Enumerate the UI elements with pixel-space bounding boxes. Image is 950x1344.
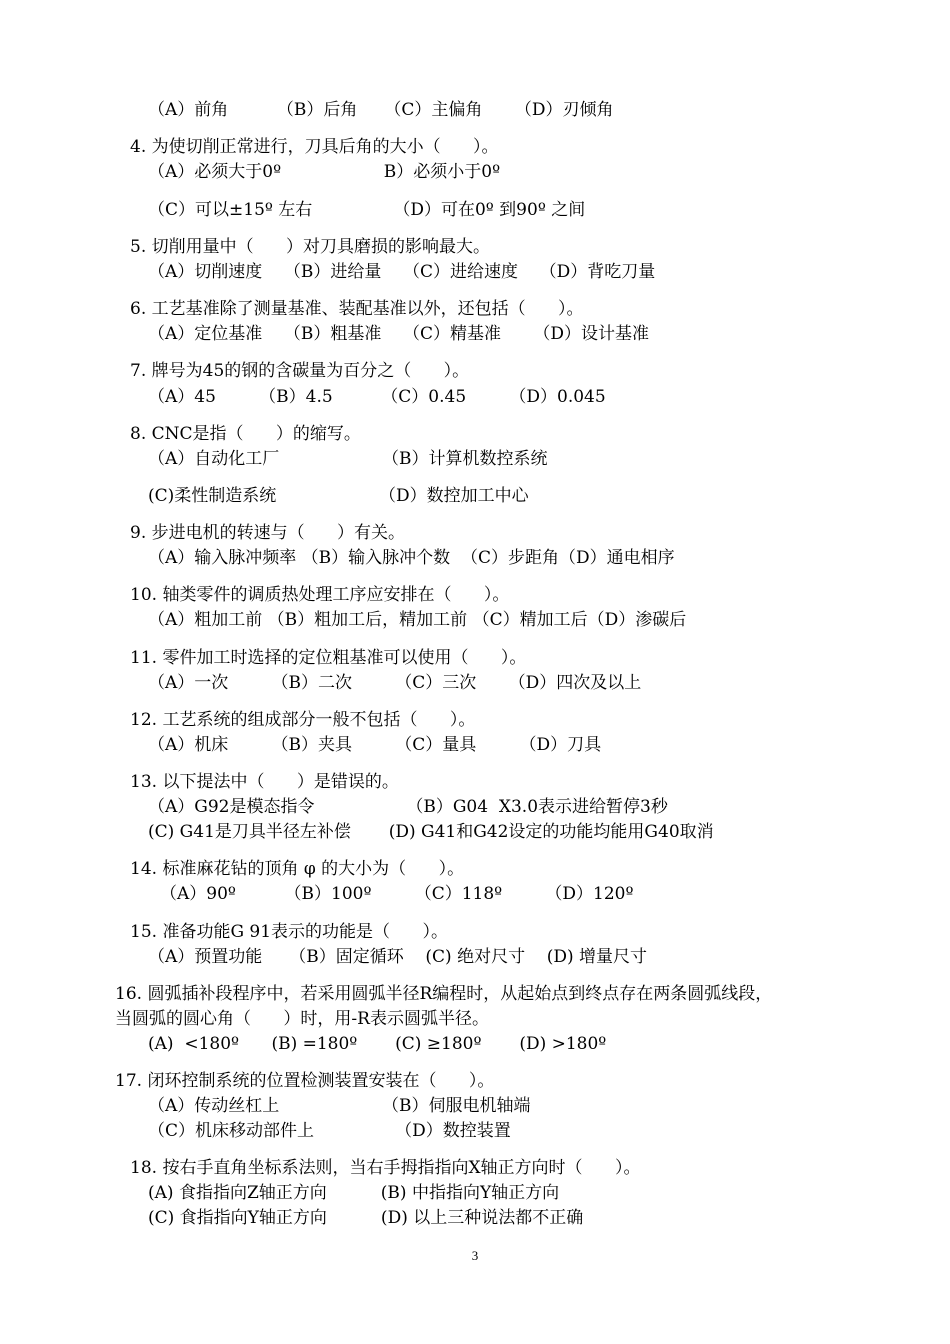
q18-options-ab: (A) 食指指向Z轴正方向 (B) 中指指向Y轴正方向 (148, 1183, 560, 1203)
q12-options: （A）机床 （B）夹具 （C）量具 （D）刀具 (148, 735, 602, 755)
q18-options-cd: (C) 食指指向Y轴正方向 (D) 以上三种说法都不正确 (148, 1208, 584, 1228)
question-18: 18. 按右手直角坐标系法则，当右手拇指指向X轴正方向时（ ）。 (130, 1158, 641, 1178)
q9-options: （A）输入脉冲频率 （B）输入脉冲个数 （C）步距角（D）通电相序 (148, 548, 675, 568)
question-6: 6. 工艺基准除了测量基准、装配基准以外，还包括（ ）。 (130, 299, 584, 319)
q4-options-ab: （A）必须大于0º B）必须小于0º (148, 162, 501, 182)
q15-options: （A）预置功能 （B）固定循环 (C) 绝对尺寸 (D) 增量尺寸 (148, 947, 647, 967)
q7-options: （A）45 （B）4.5 （C）0.45 （D）0.045 (148, 387, 606, 407)
question-11: 11. 零件加工时选择的定位粗基准可以使用（ ）。 (130, 648, 527, 668)
q4-options-cd: （C）可以±15º 左右 （D）可在0º 到90º 之间 (148, 200, 586, 220)
question-9: 9. 步进电机的转速与（ ）有关。 (130, 523, 406, 543)
question-7: 7. 牌号为45的钢的含碳量为百分之（ ）。 (130, 361, 470, 381)
q6-options: （A）定位基准 （B）粗基准 （C）精基准 （D）设计基准 (148, 324, 650, 344)
q8-options-cd: (C)柔性制造系统 （D）数控加工中心 (148, 486, 529, 506)
question-5: 5. 切削用量中（ ）对刀具磨损的影响最大。 (130, 237, 491, 257)
q14-options: （A）90º （B）100º （C）118º （D）120º (160, 884, 634, 904)
q3-options: （A）前角 （B）后角 （C）主偏角 （D）刃倾角 (148, 100, 614, 120)
q16-options: (A) <180º (B) =180º (C) ≥180º (D) >180º (148, 1034, 607, 1054)
question-10: 10. 轴类零件的调质热处理工序应安排在（ ）。 (130, 585, 510, 605)
q11-options: （A）一次 （B）二次 （C）三次 （D）四次及以上 (148, 673, 642, 693)
question-15: 15. 准备功能G 91表示的功能是（ ）。 (130, 922, 448, 942)
question-17: 17. 闭环控制系统的位置检测装置安装在（ ）。 (115, 1071, 495, 1091)
q8-options-ab: （A）自动化工厂 （B）计算机数控系统 (148, 449, 548, 469)
question-4: 4. 为使切削正常进行，刀具后角的大小（ ）。 (130, 137, 499, 157)
question-14: 14. 标准麻花钻的顶角 φ 的大小为（ ）。 (130, 859, 465, 879)
q17-options-ab: （A）传动丝杠上 （B）伺服电机轴端 (148, 1096, 531, 1116)
question-16-line2: 当圆弧的圆心角（ ）时，用-R表示圆弧半径。 (115, 1009, 489, 1029)
page-number: 3 (471, 1248, 479, 1263)
question-16-line1: 16. 圆弧插补段程序中，若采用圆弧半径R编程时，从起始点到终点存在两条圆弧线段， (115, 984, 773, 1004)
q17-options-cd: （C）机床移动部件上 （D）数控装置 (148, 1121, 511, 1141)
question-13: 13. 以下提法中（ ）是错误的。 (130, 772, 399, 792)
question-8: 8. CNC是指（ ）的缩写。 (130, 424, 361, 444)
question-12: 12. 工艺系统的组成部分一般不包括（ ）。 (130, 710, 476, 730)
q5-options: （A）切削速度 （B）进给量 （C）进给速度 （D）背吃刀量 (148, 262, 656, 282)
q13-options-ab: （A）G92是模态指令 （B）G04 X3.0表示进给暂停3秒 (148, 797, 668, 817)
q10-options: （A）粗加工前 （B）粗加工后，精加工前 （C）精加工后（D）渗碳后 (148, 610, 687, 630)
q13-options-cd: (C) G41是刀具半径左补偿 (D) G41和G42设定的功能均能用G40取消 (148, 822, 714, 842)
